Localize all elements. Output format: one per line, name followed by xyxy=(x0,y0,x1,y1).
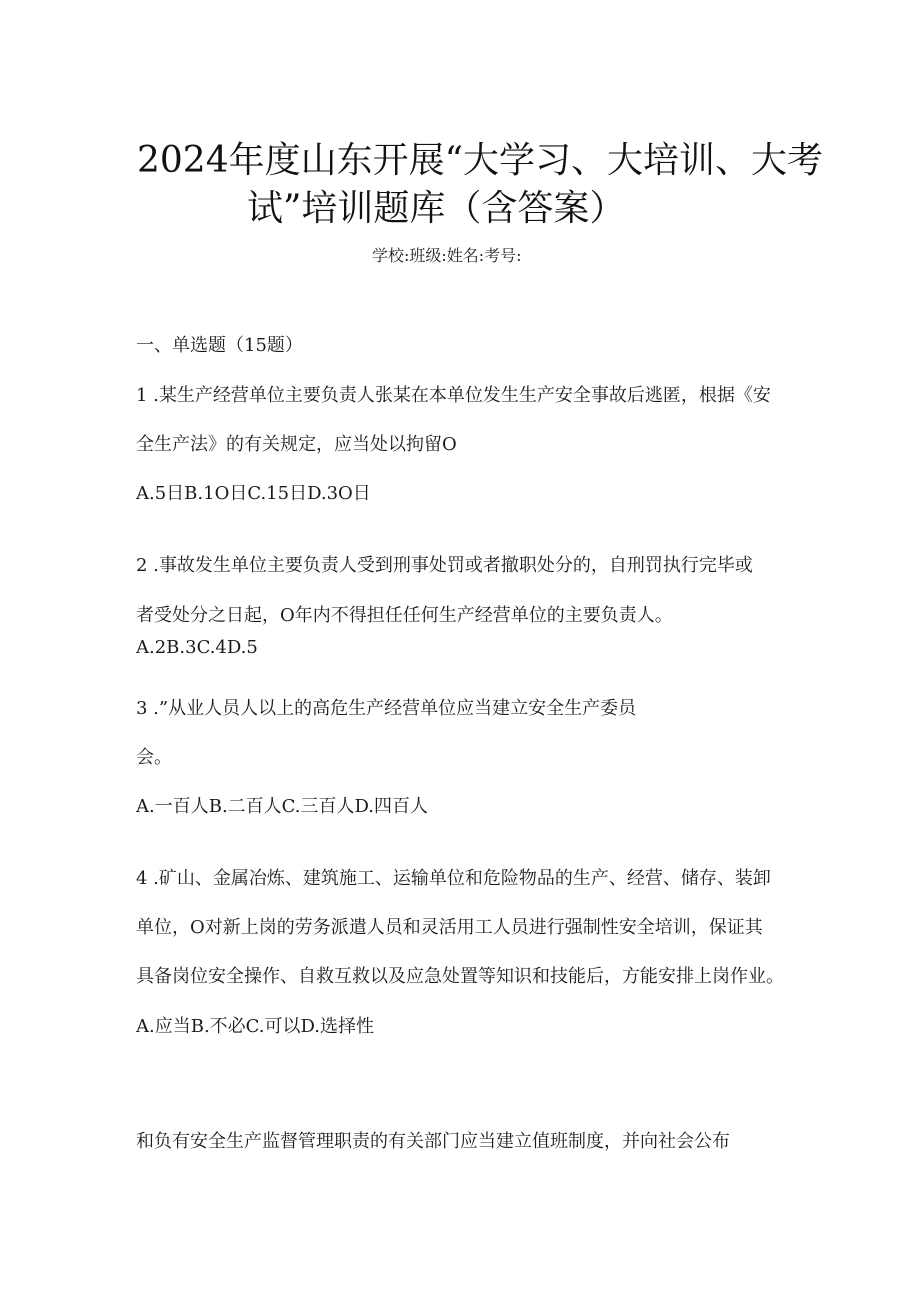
question-1-stem-line-1: 1 .某生产经营单位主要负责人张某在本单位发生生产安全事故后逃匿，根据《安 xyxy=(136,385,771,406)
trailing-text-line: 和负有安全生产监督管理职责的有关部门应当建立值班制度，并向社会公布 xyxy=(136,1131,730,1152)
question-2-stem-line-2: 者受处分之日起，O年内不得担任任何生产经营单位的主要负责人。 xyxy=(136,605,673,626)
question-1-stem-line-2: 全生产法》的有关规定，应当处以拘留O xyxy=(136,434,457,455)
question-1-options: A.5日B.1O日C.15日D.3O日 xyxy=(136,483,371,504)
question-2-options: A.2B.3C.4D.5 xyxy=(136,637,258,658)
section-heading: 一、单选题（15题） xyxy=(136,335,303,356)
question-2-stem-line-1: 2 .事故发生单位主要负责人受到刑事处罚或者撤职处分的，自刑罚执行完毕或 xyxy=(136,555,753,576)
question-3-stem-line-2: 会。 xyxy=(136,747,172,768)
document-title-line-1: 2024年度山东开展“大学习、大培训、大考 xyxy=(137,140,824,181)
question-4-stem-line-3: 具备岗位安全操作、自救互救以及应急处置等知识和技能后，方能安排上岗作业。 xyxy=(136,966,784,987)
question-3-options: A.一百人B.二百人C.三百人D.四百人 xyxy=(136,796,429,817)
question-4-stem-line-2: 单位，O对新上岗的劳务派遣人员和灵活用工人员进行强制性安全培训，保证其 xyxy=(136,917,763,938)
student-info-line: 学校:班级:姓名:考号: xyxy=(372,246,522,265)
document-title-line-2: 试”培训题库（含答案） xyxy=(247,188,626,229)
question-3-stem-line-1: 3 .”从业人员人以上的高危生产经营单位应当建立安全生产委员 xyxy=(136,698,637,719)
question-4-options: A.应当B.不必C.可以D.选择性 xyxy=(136,1016,375,1037)
question-4-stem-line-1: 4 .矿山、金属冶炼、建筑施工、运输单位和危险物品的生产、经营、储存、装卸 xyxy=(136,868,771,889)
